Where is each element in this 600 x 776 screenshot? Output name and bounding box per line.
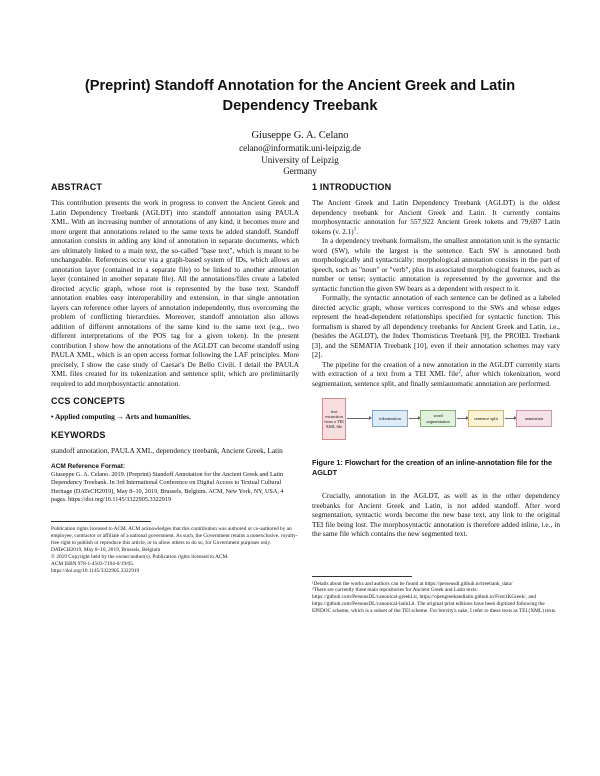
intro-paragraph-4: The pipeline for the creation of a new annotation in the AGLDT currently starts with extraction of a text from a TEI XML file$^2$, after which tokenization, word segmentation, sentence split, and finally semiautomatic annotation are performed. — [312, 359, 560, 388]
doi-link[interactable]: https://doi.org/10.1145/3322905.3322919 — [51, 567, 140, 574]
author-country: Germany — [283, 166, 317, 176]
acm-reference-text: Giuseppe G. A. Celano. 2019. (Preprint) Standoff Annotation for the Ancient Greek and Latin Dependency Treebank. In 3rd International Conference on Digital Access to Textual Cultural Heritage (DATeCH2019), May 8–10, 2019, Brussels, Belgium. ACM, New York, NY, USA, 4 pages. https://doi.org/10.1145/3322905.3322919 — [51, 471, 284, 503]
flow-arrow — [457, 418, 466, 419]
flow-box-word-segmentation: word segmentation — [420, 410, 456, 427]
flow-box-tokenization: tokenization — [372, 410, 408, 427]
footnote-rule — [51, 521, 151, 522]
acm-reference-heading: ACM Reference Format: — [51, 463, 126, 470]
author-name: Giuseppe G. A. Celano — [251, 130, 349, 141]
keywords-heading: KEYWORDS — [51, 429, 106, 440]
isbn-line: ACM ISBN 978-1-4503-7194-0/19/05. — [51, 560, 135, 567]
flow-arrow — [347, 418, 369, 419]
flow-box-sentence-split: sentence split — [468, 410, 504, 427]
flow-arrow — [505, 418, 514, 419]
flow-box-extraction: text extraction from a TEI XML file — [322, 398, 346, 440]
keywords-text: standoff annotation, PAULA XML, dependency treebank, Ancient Greek, Latin — [51, 445, 283, 455]
intro-paragraph-2: In a dependency treebank formalism, the smallest annotation unit is the syntactic word (SW), while the largest is the sentence. Each SW is annotated both morphologically and syntactically: morphological annotation consists in the part of speech, such as "noun" or "verb", plus its associated morphological features, such as number or tense; syntactic annotation is represented by the governor and the syntactic function the given SW bears as a dependent with respect to it. — [312, 236, 560, 293]
footnote-2: ²There are currently three main repositories for Ancient Greek and Latin texts: https://github.com/PerseusDL/canonical-greekLit, https://opengreekandlatin.github.io/First1KGreek/, and https://github.com/PerseusDL/canonical-latinLit. The original print editions have been digitized following the EPIDOC scheme, which is a subset of the TEI scheme. For brevity's sake, I refer to these texts as TEI (XML) texts. — [312, 587, 557, 615]
abstract-heading: ABSTRACT — [51, 182, 103, 192]
title-line-1: (Preprint) Standoff Annotation for the Ancient Greek and Latin — [84, 78, 516, 94]
figure-caption: Figure 1: Flowchart for the creation of an inline-annotation file for the AGLDT — [312, 458, 552, 477]
paper-title — [40, 76, 560, 116]
left-column — [51, 182, 299, 575]
intro-paragraph-1: The Ancient Greek and Latin Dependency Treebank (AGLDT) is the oldest dependency treebank for Ancient Greek and Latin. It currently contains morphosyntactic annotation for 557,922 Ancient Greek tokens and 79,697 Latin tokens (v. 2.1)$^1$. — [312, 198, 560, 236]
title-line-2: Dependency Treebank — [222, 98, 378, 114]
flow-arrow — [409, 418, 418, 419]
copyright-line: © 2019 Copyright held by the owner/author(s). Publication rights licensed to ACM. — [51, 553, 229, 560]
footnote-rule — [312, 576, 412, 577]
footnote-1: ¹Details about the works and authors can be found at https://perseusdl.github.io/treebank_data/ — [312, 580, 513, 587]
right-column — [312, 182, 560, 615]
copyright-text: Publication rights licensed to ACM. ACM acknowledges that this contribution was authored or co-authored by an employee, contractor or affiliate of a national government. As such, the Government retains a nonexclusive, royalty-free right to publish or reproduce this article, or to allow others to do so, for Government purposes only. DATeCH2019, May 8–10, 2019, Brussels, Belgium — [51, 526, 298, 553]
introduction-heading: 1 INTRODUCTION — [312, 182, 392, 192]
flow-box-annotation: annotation — [516, 410, 552, 427]
intro-paragraph-3: Formally, the syntactic annotation of each sentence can be defined as a labeled directed acyclic graph, whose vertices correspond to the SWs and whose edges represent the head-dependent relationships specified for syntactic function. This formalism is shared by all dependency treebanks for Ancient Greek and Latin, i.e., (besides the AGLDT), the Index Thomisticus Treebank [9], the PROIEL Treebank [3], and the SEMATIA Treebank [10], even if their annotation schemes may vary [2]. — [312, 293, 560, 359]
body-paragraph-5: Crucially, annotation in the AGLDT, as well as in the other dependency treebanks for Ancient Greek and Latin, is not added standoff. After word segmentation, syntactic words become the new base text, any link to the original TEI file being lost. The morphosyntactic annotation is therefore added inline, i.e., in the same file which contains the new segmented text. — [312, 491, 560, 538]
author-email[interactable]: celano@informatik.uni-leipzig.de — [239, 143, 361, 153]
ccs-text: • Applied computing → Arts and humanities. — [51, 412, 191, 421]
author-affiliation: University of Leipzig — [261, 154, 339, 165]
author-block — [100, 128, 500, 178]
ccs-heading: CCS CONCEPTS — [51, 396, 125, 406]
abstract-text: This contribution presents the work in progress to convert the Ancient Greek and Latin Dependency Treebank (AGLDT) into standoff annotation using PAULA XML. With an increasing number of annotations of any kind, it becomes more and more urgent that annotations related to the same texts be added standoff. Standoff annotation consists in adding any kind of annotation in separate documents, which are ultimately linked to a main text, the so-called "base text", which is meant to be unchangeable. References occur via a graph-based system of IDs, which allows an annotation layer (contained in a separate file) to be linked to another annotation layer (contained in another separate file). All the annotations/files create a labeled directed acyclic graph, whose root is represented by the base text. Standoff annotation enables easy interoperability and extension, in that single annotation layers can reference other layers of annotation independently, thus overcoming the problem of conflicting hierarchies. Moreover, standoff annotation also allows addition of different annotations of the same kind to the same text (e.g., two different interpretations of the POS tag for a given token). In the present contribution I show how the annotations of the AGLDT can become standoff using PAULA XML, which is an open access format following the LAF principles. More precisely, I show the case study of Caesar's De Bello Civili. I detail the PAULA XML files created for its tokenization and sentence split, which are preliminarily required to add morphosyntactic annotation. — [51, 198, 299, 388]
flowchart — [312, 394, 560, 456]
